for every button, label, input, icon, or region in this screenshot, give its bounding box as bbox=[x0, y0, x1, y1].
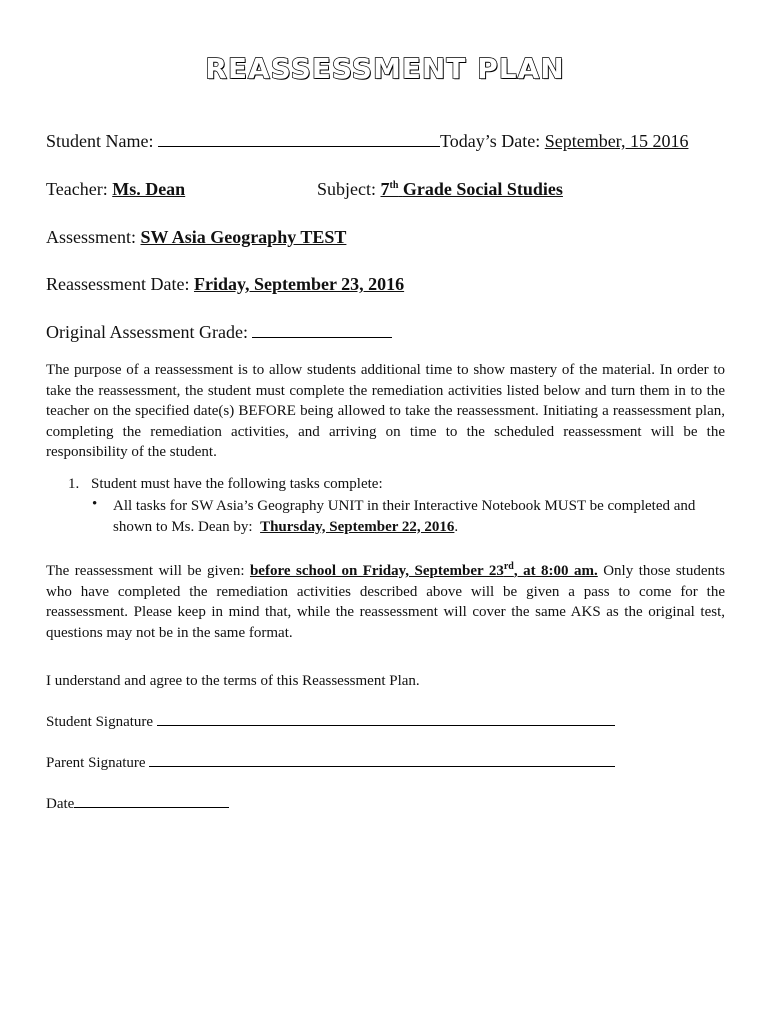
original-grade-blank[interactable] bbox=[252, 323, 392, 338]
assessment-row bbox=[46, 227, 346, 248]
assessment-label: Assessment: bbox=[46, 227, 136, 247]
given-paragraph: The reassessment will be given: before school on Friday, September 23rd, at 8:00 am. Only those students who have completed the remediation activities described above will be given a pass to come for the reassessment. Please keep in mind that, while the reassessment will cover the same AKS as the original test, questions may not be in the same format. bbox=[46, 561, 725, 641]
agree-text: I understand and agree to the terms of this Reassessment Plan. bbox=[46, 673, 420, 689]
date-blank[interactable] bbox=[74, 795, 229, 808]
reassessment-date-row bbox=[46, 274, 404, 295]
student-signature-label: Student Signature bbox=[46, 714, 154, 730]
list-item: Student must have the following tasks complete: bbox=[91, 476, 383, 492]
parent-signature-row bbox=[46, 754, 615, 772]
date-row bbox=[46, 795, 229, 813]
original-grade-row bbox=[46, 322, 392, 343]
list-number: 1. bbox=[68, 476, 80, 492]
subject-label: Subject: bbox=[317, 179, 376, 199]
teacher-row bbox=[46, 179, 185, 200]
parent-signature-label: Parent Signature bbox=[46, 755, 146, 771]
student-name-row bbox=[46, 131, 688, 152]
purpose-paragraph: The purpose of a reassessment is to allow students additional time to show mastery of the material. In order to take the reassessment, the student must complete the remediation activities listed below and turn them in to the teacher on the specified date(s) BEFORE being allowed to take the reassessment. Initiating a reassessment plan, completing the remediation activities, and arriving on time to the scheduled reassessment will be the responsibility of the student. bbox=[46, 362, 725, 460]
teacher-label: Teacher: bbox=[46, 179, 108, 199]
student-name-label: Student Name: bbox=[46, 131, 154, 151]
reassessment-date-value: Friday, September 23, 2016 bbox=[193, 274, 405, 294]
student-signature-blank[interactable] bbox=[157, 713, 615, 726]
student-signature-row bbox=[46, 713, 615, 731]
reassessment-date-label: Reassessment Date: bbox=[46, 274, 190, 294]
given-when: before school on Friday, September 23rd, at 8:00 am. bbox=[249, 561, 598, 579]
parent-signature-blank[interactable] bbox=[149, 754, 615, 767]
todays-date-label: Today’s Date: bbox=[439, 131, 541, 151]
date-label: Date bbox=[46, 796, 75, 812]
subject-value: 7th Grade Social Studies bbox=[380, 179, 563, 199]
bullet-text: All tasks for SW Asia’s Geography UNIT in their Interactive Notebook MUST be completed and shown to Ms. Dean by: Thursday, September 22, 2016. bbox=[113, 498, 696, 535]
teacher-value: Ms. Dean bbox=[112, 179, 186, 199]
bullet-date: Thursday, September 22, 2016 bbox=[260, 518, 455, 535]
subject-row bbox=[317, 179, 563, 200]
assessment-value: SW Asia Geography TEST bbox=[140, 227, 347, 247]
original-grade-label: Original Assessment Grade: bbox=[46, 322, 248, 342]
student-name-blank[interactable] bbox=[158, 132, 440, 147]
bullet-icon: • bbox=[92, 496, 98, 512]
page-title: REASSESSMENT PLAN bbox=[205, 52, 565, 85]
todays-date-value: September, 15 2016 bbox=[544, 131, 689, 151]
